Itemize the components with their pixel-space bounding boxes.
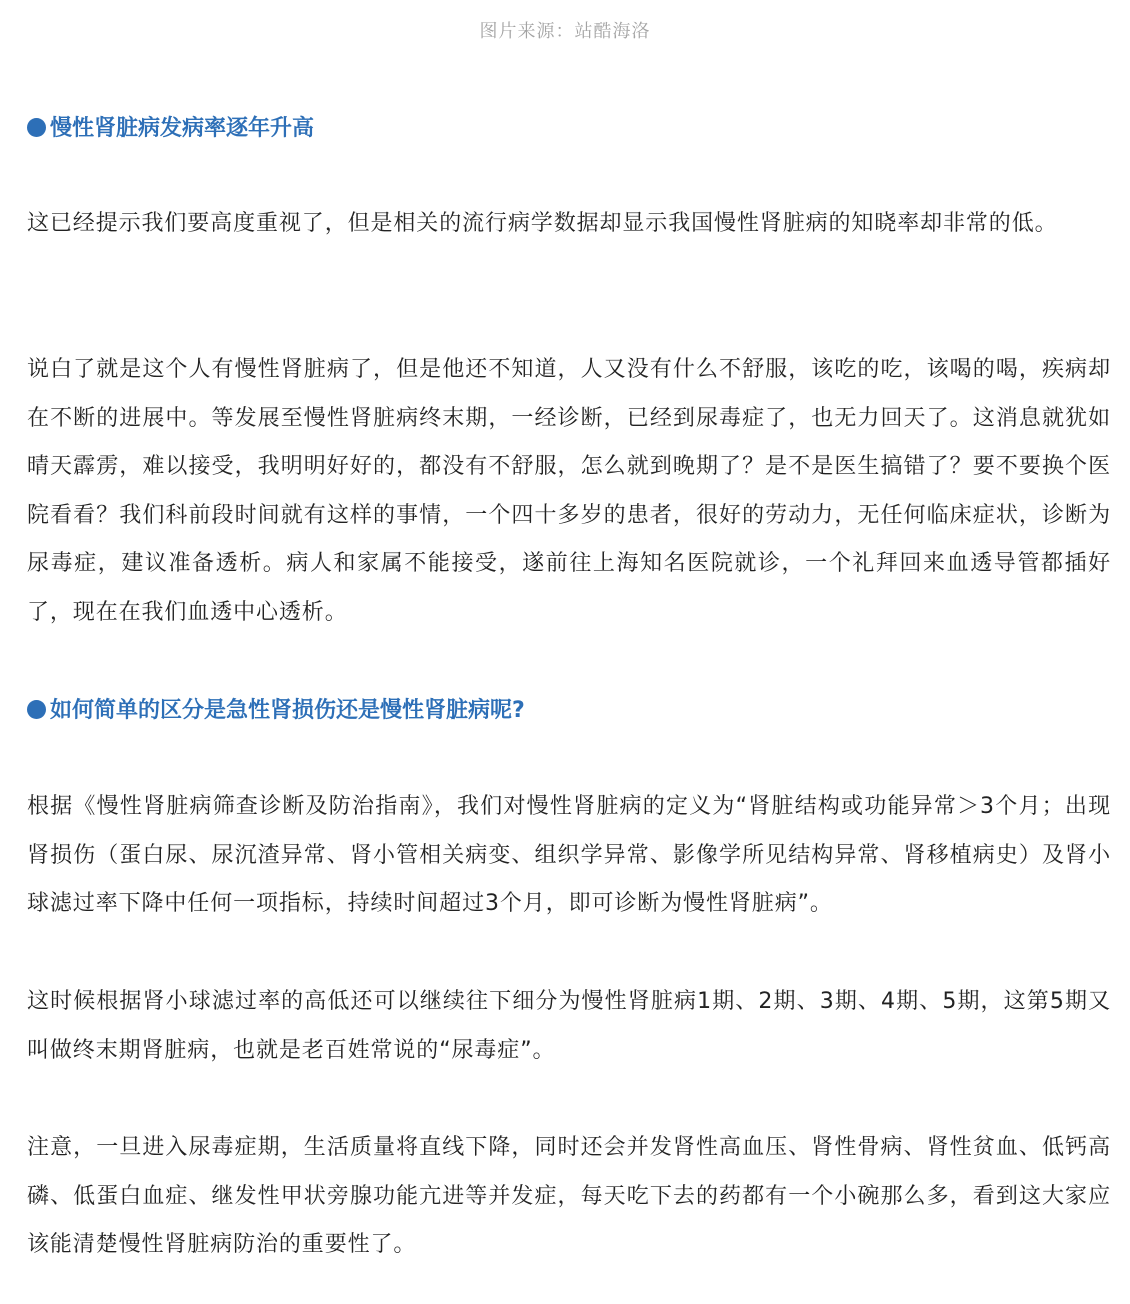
bullet-dot-icon (27, 118, 46, 137)
image-source-caption: 图片来源：站酷海洛 (479, 21, 651, 42)
paragraph-definition: 根据《慢性肾脏病筛查诊断及防治指南》，我们对慢性肾脏病的定义为“肾脏结构或功能异常＞3个月；出现肾损伤（蛋白尿、尿沉渣异常、肾小管相关病变、组织学异常、影像学所见结构异常、肾移植病史）及肾小球滤过率下降中任何一项指标，持续时间超过3个月，即可诊断为慢性肾脏病”。 (27, 794, 1111, 916)
paragraph-complications: 注意，一旦进入尿毒症期，生活质量将直线下降，同时还会并发肾性高血压、肾性骨病、肾性贫血、低钙高磷、低蛋白血症、继发性甲状旁腺功能亢进等并发症，每天吃下去的药都有一个小碗那么多，看到这大家应该能清楚慢性肾脏病防治的重要性了。 (27, 1135, 1111, 1257)
paragraph-stages: 这时候根据肾小球滤过率的高低还可以继续往下细分为慢性肾脏病1期、2期、3期、4期、5期，这第5期又叫做终末期肾脏病，也就是老百姓常说的“尿毒症”。 (27, 989, 1111, 1063)
section-heading-text: 慢性肾脏病发病率逐年升高 (50, 116, 315, 141)
section-heading-incidence (27, 114, 1117, 144)
section-heading-text: 如何简单的区分是急性肾损伤还是慢性肾脏病呢? (50, 698, 525, 723)
bullet-dot-icon (27, 700, 46, 719)
paragraph-case-story: 说白了就是这个人有慢性肾脏病了，但是他还不知道，人又没有什么不舒服，该吃的吃，该喝的喝，疾病却在不断的进展中。等发展至慢性肾脏病终末期，一经诊断，已经到尿毒症了，也无力回天了。这消息就犹如晴天霹雳，难以接受，我明明好好的，都没有不舒服，怎么就到晚期了？是不是医生搞错了？要不要换个医院看看？我们科前段时间就有这样的事情，一个四十多岁的患者，很好的劳动力，无任何临床症状，诊断为尿毒症，建议准备透析。病人和家属不能接受，遂前往上海知名医院就诊，一个礼拜回来血透导管都插好了，现在在我们血透中心透析。 (27, 357, 1111, 625)
section-heading-distinguish (27, 696, 1117, 726)
paragraph-awareness: 这已经提示我们要高度重视了，但是相关的流行病学数据却显示我国慢性肾脏病的知晓率却非常的低。 (27, 211, 1058, 236)
